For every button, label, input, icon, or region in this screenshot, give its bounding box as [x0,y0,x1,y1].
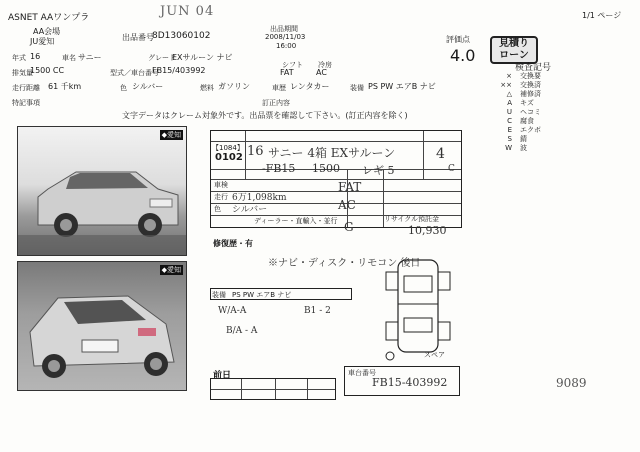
sheet-note2: B/A - A [226,326,258,336]
period-label: 出品期間 [270,25,298,33]
legend-text: キズ [520,99,534,107]
lot-value: 8D13060102 [152,31,211,41]
car-front-illustration [18,127,187,256]
period-date: 2008/11/03 [265,33,306,41]
score-value: 4.0 [450,46,476,65]
sheet-mileage-handwritten: 6万1,098km [232,193,287,203]
sheet-year-handwritten: 16 [247,144,264,159]
ac-label: 冷房 [318,61,332,69]
score-label: 評価点 [446,35,470,44]
date-stamp: JUN 04 [160,4,215,19]
legend-symbol: × [506,72,512,80]
year-label: 年式 [12,54,26,62]
sheet-code: 【1084】 [212,144,244,152]
sheet-repair-label: 修復歴・有 [213,239,253,248]
sheet-recycle-handwritten: 10,930 [408,224,447,237]
legend-item [500,99,541,108]
legend-item [500,135,541,144]
sheet-shift-handwritten: FAT [338,180,362,194]
legend-text: 錆 [520,135,527,143]
legend-symbol: E [507,126,512,134]
shift-label: シフト [282,61,303,69]
special-notes-label: 特記事項 [12,99,40,107]
mileage-value: 61 千km [48,82,82,91]
margin-note: 9089 [556,376,587,390]
loan-badge-line1: 見積り [499,38,529,49]
displacement-value: 1500 CC [30,66,65,75]
legend-symbol: △ [506,90,512,98]
model-label: 型式／車台番号 [110,69,159,77]
grade-label: グレード [148,54,176,62]
displacement-label: 排気量 [12,69,33,77]
legend-item [500,81,541,90]
legend-text: 補修済 [520,90,541,98]
legend-symbol: U [506,108,512,116]
sheet-chassis-label: 車台番号 [348,369,376,377]
sheet-cc-handwritten: 1500 [312,162,340,175]
fuel-value: ガソリン [218,82,250,91]
sheet-recycle-label: リサイクル預託金 [384,215,440,223]
equip-value: PS PW エアB ナビ [368,82,436,91]
period-time: 16:00 [276,42,297,50]
legend-item [500,90,541,99]
sheet-shaken-label: 車検 [214,181,228,189]
photo-rear-tag: ◆愛知 [161,266,181,274]
history-value: レンタカー [290,82,330,91]
legend-text: 波 [520,144,527,152]
disclaimer-text: 文字データはクレーム対象外です。出品票を確認して下さい。(訂正内容を除く) [122,111,408,120]
legend-symbol: S [507,135,512,143]
legend-symbol: C [507,117,512,125]
sheet-note3: B1 - 2 [304,306,331,316]
sheet-equip-items: PS PW エアB ナビ [232,291,292,299]
legend-text: 交換済 [520,81,541,89]
color-label: 色 [120,84,127,92]
spare-label: スペア [424,351,445,359]
model-value: FB15/403992 [152,66,206,75]
sheet-chassis-handwritten: FB15-403992 [372,376,448,389]
grade-value: EXサルーン ナビ [172,53,233,62]
legend-item [500,117,541,126]
equip-label: 装備 [350,84,364,92]
sheet-name-handwritten: サニー 4箱 EXサルーン [268,146,396,160]
car-photo-front[interactable] [17,126,187,256]
car-rear-illustration [18,262,187,391]
legend-text: ヘコミ [520,108,541,116]
sheet-prev-owner-label: 前日 [213,371,232,381]
sheet-note1: W/A-A [218,306,247,316]
sheet-lot-code: 0102 [215,152,243,163]
sheet-fuel-handwritten: レギ 5 [362,164,395,177]
sheet-comment-handwritten: ※ナビ・ディスク・リモコン 後日 [268,258,421,269]
inspection-legend [500,72,541,153]
legend-item [500,72,541,81]
sheet-ac-handwritten: AC [338,198,356,212]
legend-symbol: A [507,99,512,107]
legend-text: 交換要 [520,72,541,80]
fuel-label: 燃料 [200,84,214,92]
legend-item [500,126,541,135]
sheet-color-handwritten: シルバー [232,205,268,215]
correction-label: 訂正内容 [262,99,290,107]
photo-front-tag: ◆愛知 [161,131,181,139]
app-title: ASNET AAワンプラ [8,13,90,23]
sheet-mileage-label: 走行 [214,193,228,201]
legend-item [500,108,541,117]
sheet-model-handwritten: -FB15 [262,162,296,175]
color-value: シルバー [132,82,164,91]
history-label: 車歴 [272,84,286,92]
car-damage-diagram [374,252,464,362]
sheet-misc-handwritten: G [344,220,354,234]
legend-symbol: ×× [500,81,512,89]
page-indicator: 1/1 ページ [582,11,622,20]
legend-text: 腐食 [520,117,534,125]
sheet-dealer-label: ディーラー・直輸入・並行 [254,217,338,225]
lot-label: 出品番号 [122,33,154,42]
legend-symbol: W [505,144,512,152]
legend-text: エクボ [520,126,541,134]
venue-value: JU愛知 [30,37,55,46]
sheet-equip-label: 装備 [212,291,226,299]
car-name-label: 車名 [62,54,76,62]
legend-title: 検査記号 [515,63,552,73]
year-value: 16 [30,52,41,61]
ac-value: AC [316,68,327,77]
sheet-score-sub: C [448,164,455,174]
loan-badge-line2: ローン [499,50,529,61]
car-name-value: サニー [78,53,102,62]
legend-item [500,144,541,153]
sheet-score-handwritten: 4 [436,146,445,162]
venue-label: AA会場 [33,27,61,36]
sheet-bottom-grid [210,378,336,400]
sheet-color-label: 色 [214,205,221,213]
mileage-label: 走行距離 [12,84,40,92]
car-photo-rear[interactable] [17,261,187,391]
shift-value: FAT [280,68,294,77]
